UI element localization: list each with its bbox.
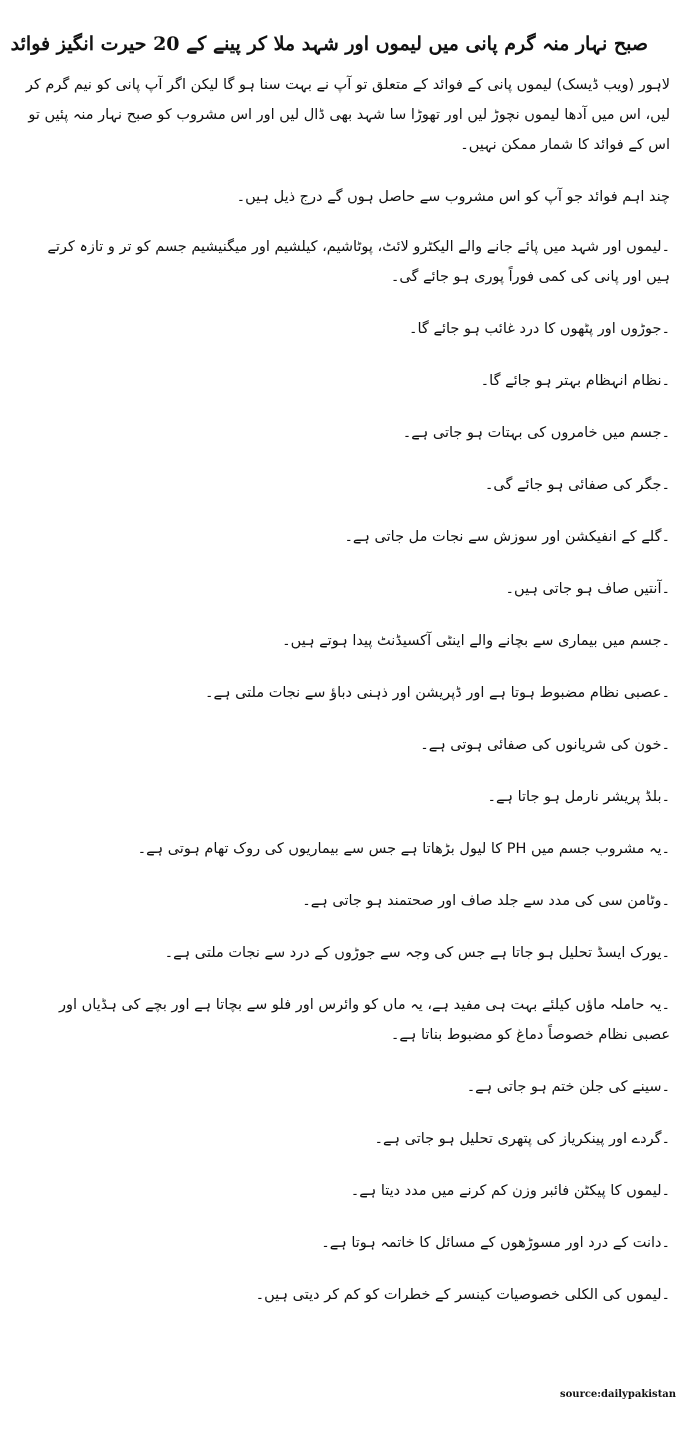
benefit-item: ۔سینے کی جلن ختم ہو جاتی ہے۔ [466,1079,670,1095]
benefit-item: ۔عصبی نظام مضبوط ہوتا ہے اور ڈپریشن اور ذہنی دباؤ سے نجات ملتی ہے۔ [205,685,670,701]
benefit-item: ۔دانت کے درد اور مسوڑھوں کے مسائل کا خاتمہ ہوتا ہے۔ [321,1235,670,1251]
benefit-item: ۔یہ مشروب جسم میں PH کا لیول بڑھاتا ہے جس سے بیماریوں کی روک تھام ہوتی ہے۔ [137,841,670,857]
benefits-list [24,232,670,1310]
benefit-item: ۔خون کی شریانوں کی صفائی ہوتی ہے۔ [420,737,670,753]
benefit-item: ۔یورک ایسڈ تحلیل ہو جاتا ہے جس کی وجہ سے جوڑوں کے درد سے نجات ملتی ہے۔ [164,945,670,961]
source-credit: source:dailypakistan [560,1389,677,1400]
benefit-item: ۔یہ حاملہ ماؤں کیلئے بہت ہی مفید ہے، یہ ماں کو وائرس اور فلو سے بچاتا ہے اور بچے کی ہڈیاں اور عصبی نظام خصوصاً دماغ کو مضبوط بناتا ہے۔ [58,997,670,1043]
benefit-item: ۔وٹامن سی کی مدد سے جلد صاف اور صحتمند ہو جاتی ہے۔ [302,893,670,909]
benefit-item: ۔نظام انہظام بہتر ہو جائے گا۔ [480,373,670,389]
article-body [24,70,670,1310]
intro-paragraph: لاہور (ویب ڈیسک) لیموں پانی کے فوائد کے متعلق تو آپ نے بہت سنا ہو گا لیکن اگر آپ پانی کو نیم گرم کر لیں، اس میں آدھا لیموں نچوڑ لیں اور تھوڑا سا شہد بھی ڈال لیں اور اس مشروب کو صبح نہار منہ پئیں تو اس کے فوائد کا شمار ممکن نہیں۔ [25,77,670,153]
benefit-item: ۔جسم میں خامروں کی بہتات ہو جاتی ہے۔ [402,425,670,441]
benefit-item: ۔جوڑوں اور پٹھوں کا درد غائب ہو جائے گا۔ [409,321,670,337]
benefit-item: ۔بلڈ پریشر نارمل ہو جاتا ہے۔ [487,789,670,805]
benefit-item: ۔جسم میں بیماری سے بچانے والے اینٹی آکسیڈنٹ پیدا ہوتے ہیں۔ [282,633,670,649]
benefit-item: ۔گلے کے انفیکشن اور سوزش سے نجات مل جاتی ہے۔ [344,529,670,545]
benefit-item: ۔آنتیں صاف ہو جاتی ہیں۔ [505,581,670,597]
benefit-item: ۔لیموں کا پیکٹن فائبر وزن کم کرنے میں مدد دیتا ہے۔ [350,1183,670,1199]
benefits-lead: چند اہم فوائد جو آپ کو اس مشروب سے حاصل ہوں گے درج ذیل ہیں۔ [236,189,670,205]
benefit-item: ۔لیموں اور شہد میں پائے جانے والے الیکٹرو لائٹ، پوٹاشیم، کیلشیم اور میگنیشیم جسم کو تر و تازہ کرتے ہیں اور پانی کی کمی فوراً پوری ہو جائے گی۔ [47,239,670,285]
benefit-item: ۔گردے اور پینکریاز کی پتھری تحلیل ہو جاتی ہے۔ [374,1131,670,1147]
benefit-item: ۔جگر کی صفائی ہو جائے گی۔ [484,477,670,493]
article-title: صبح نہار منہ گرم پانی میں لیموں اور شہد ملا کر پینے کے 20 حیرت انگیز فوائد [10,32,648,55]
benefit-item: ۔لیموں کی الکلی خصوصیات کینسر کے خطرات کو کم کر دیتی ہیں۔ [255,1287,670,1303]
